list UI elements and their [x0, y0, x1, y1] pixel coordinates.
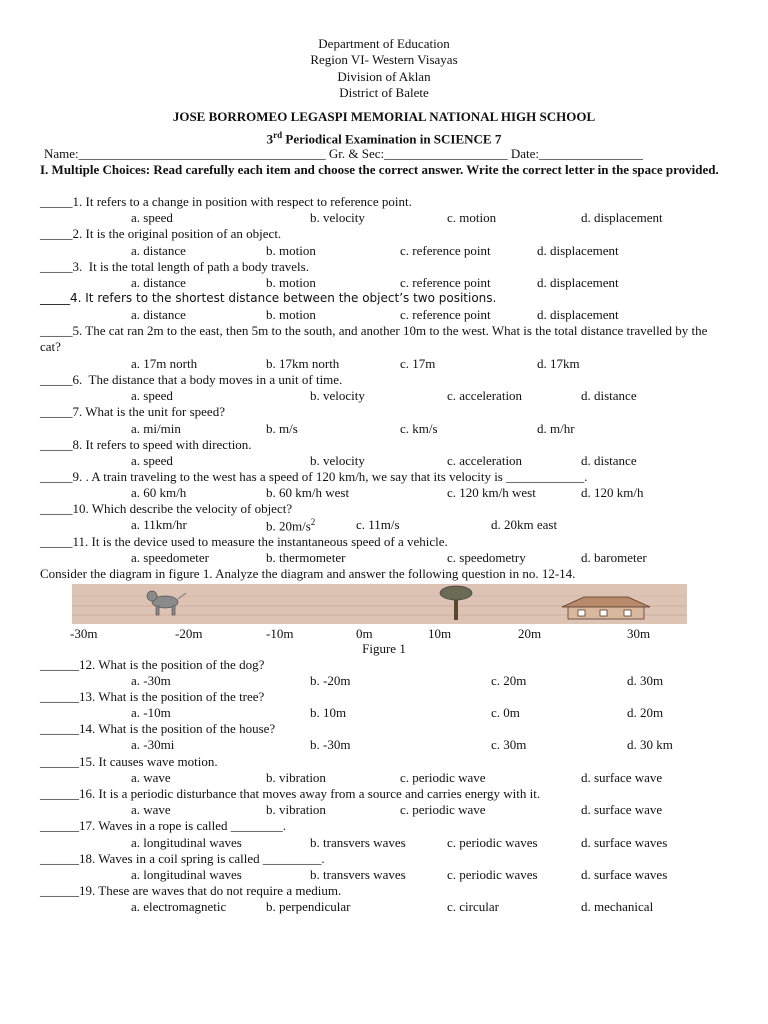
q8-option-d: d. distance [581, 453, 637, 468]
q5-option-a: a. 17m north [131, 356, 198, 371]
figure-instruction: Consider the diagram in figure 1. Analyze the diagram and answer the following question in no. 12-14. [40, 566, 576, 581]
header-district: District of Balete [339, 85, 429, 100]
question-2: _____2. It is the original position of an object. [40, 226, 282, 241]
q3-option-a: a. distance [131, 275, 186, 290]
axis-tick-neg30: -30m [70, 626, 98, 641]
name-grade-date-line: Name:______________________________________ Gr. & Sec:___________________ Date:________________ [44, 146, 644, 161]
question-13: ______13. What is the position of the tree? [40, 689, 265, 704]
q15-option-b: b. vibration [266, 770, 326, 785]
question-6: _____6. The distance that a body moves in a unit of time. [40, 372, 343, 387]
q12-option-d: d. 30m [627, 673, 664, 688]
q11-option-c: c. speedometry [447, 550, 526, 565]
q5-option-d: d. 17km [537, 356, 580, 371]
q13-option-b: b. 10m [310, 705, 347, 720]
q18-option-c: c. periodic waves [447, 867, 538, 882]
axis-tick-0: 0m [356, 626, 373, 641]
q13-option-d: d. 20m [627, 705, 664, 720]
figure-1-diagram [72, 584, 687, 624]
q4-option-b: b. motion [266, 307, 316, 322]
q16-option-a: a. wave [131, 802, 171, 817]
q14-option-c: c. 30m [491, 737, 527, 752]
header-division: Division of Aklan [337, 69, 431, 84]
q2-option-d: d. displacement [537, 243, 619, 258]
question-4: _____4. It refers to the shortest distance between the object’s two positions. [40, 291, 497, 305]
q2-option-c: c. reference point [400, 243, 491, 258]
q7-option-a: a. mi/min [131, 421, 181, 436]
q14-option-d: d. 30 km [627, 737, 673, 752]
q10-option-a: a. 11km/hr [131, 517, 187, 532]
q4-option-c: c. reference point [400, 307, 491, 322]
q19-option-a: a. electromagnetic [131, 899, 227, 914]
q3-option-c: c. reference point [400, 275, 491, 290]
q3-option-d: d. displacement [537, 275, 619, 290]
school-name: JOSE BORROMEO LEGASPI MEMORIAL NATIONAL HIGH SCHOOL [172, 109, 596, 124]
q13-option-a: a. -10m [131, 705, 171, 720]
question-10: _____10. Which describe the velocity of object? [40, 501, 293, 516]
q6-option-b: b. velocity [310, 388, 365, 403]
q19-option-b: b. perpendicular [266, 899, 351, 914]
q11-option-b: b. thermometer [266, 550, 346, 565]
q6-option-c: c. acceleration [447, 388, 523, 403]
question-3: _____3. It is the total length of path a body travels. [40, 259, 309, 274]
q5-option-c: c. 17m [400, 356, 436, 371]
q10-option-d: d. 20km east [491, 517, 558, 532]
q14-option-a: a. -30mi [131, 737, 175, 752]
q15-option-c: c. periodic wave [400, 770, 486, 785]
q11-option-a: a. speedometer [131, 550, 209, 565]
header-department: Department of Education [318, 36, 450, 51]
q9-option-b: b. 60 km/h west [266, 485, 350, 500]
q6-option-a: a. speed [131, 388, 173, 403]
q17-option-a: a. longitudinal waves [131, 835, 242, 850]
question-1: _____1. It refers to a change in position with respect to reference point. [40, 194, 412, 209]
question-17: ______17. Waves in a rope is called ________. [40, 818, 287, 833]
q7-option-d: d. m/hr [537, 421, 575, 436]
q4-option-d: d. displacement [537, 307, 619, 322]
q12-option-a: a. -30m [131, 673, 171, 688]
axis-tick-10: 10m [428, 626, 452, 641]
q1-option-d: d. displacement [581, 210, 663, 225]
q3-option-b: b. motion [266, 275, 316, 290]
q17-option-b: b. transvers waves [310, 835, 406, 850]
q12-option-c: c. 20m [491, 673, 527, 688]
q10-option-c: c. 11m/s [356, 517, 400, 532]
question-11: _____11. It is the device used to measure the instantaneous speed of a vehicle. [40, 534, 448, 549]
q19-option-d: d. mechanical [581, 899, 654, 914]
question-14: ______14. What is the position of the house? [40, 721, 276, 736]
q2-option-b: b. motion [266, 243, 316, 258]
q2-option-a: a. distance [131, 243, 186, 258]
q5-option-b: b. 17km north [266, 356, 340, 371]
q1-option-c: c. motion [447, 210, 497, 225]
q10-option-b: b. $20m/s^2$ [266, 517, 316, 534]
q9-option-a: a. 60 km/h [131, 485, 187, 500]
instructions: I. Multiple Choices: Read carefully each item and choose the correct answer. Write the correct letter in the space provided. [40, 162, 719, 177]
axis-tick-30: 30m [627, 626, 651, 641]
question-15: ______15. It causes wave motion. [40, 754, 218, 769]
q6-option-d: d. distance [581, 388, 637, 403]
q12-option-b: b. -20m [310, 673, 351, 688]
q18-option-b: b. transvers waves [310, 867, 406, 882]
q18-option-a: a. longitudinal waves [131, 867, 242, 882]
question-8: _____8. It refers to speed with direction. [40, 437, 252, 452]
q15-option-a: a. wave [131, 770, 171, 785]
header-region: Region VI- Western Visayas [310, 52, 458, 67]
q8-option-b: b. velocity [310, 453, 365, 468]
q11-option-d: d. barometer [581, 550, 647, 565]
q7-option-c: c. km/s [400, 421, 438, 436]
question-7: _____7. What is the unit for speed? [40, 404, 225, 419]
question-19: ______19. These are waves that do not require a medium. [40, 883, 342, 898]
question-16: ______16. It is a periodic disturbance that moves away from a source and carries energy with it. [40, 786, 541, 801]
q17-option-d: d. surface waves [581, 835, 668, 850]
q1-option-b: b. velocity [310, 210, 365, 225]
axis-tick-20: 20m [518, 626, 542, 641]
q17-option-c: c. periodic waves [447, 835, 538, 850]
question-12: ______12. What is the position of the dog? [40, 657, 265, 672]
q9-option-d: d. 120 km/h [581, 485, 644, 500]
q13-option-c: c. 0m [491, 705, 520, 720]
exam-title: 3rd Periodical Examination in SCIENCE 7 [266, 130, 502, 147]
q14-option-b: b. -30m [310, 737, 351, 752]
q7-option-b: b. m/s [266, 421, 298, 436]
question-18: ______18. Waves in a coil spring is called _________. [40, 851, 325, 866]
q15-option-d: d. surface wave [581, 770, 663, 785]
question-9: _____9. . A train traveling to the west has a speed of 120 km/h, we say that its velocity is ____________. [40, 469, 588, 484]
q8-option-c: c. acceleration [447, 453, 523, 468]
q1-option-a: a. speed [131, 210, 173, 225]
q4-option-a: a. distance [131, 307, 186, 322]
figure-caption: Figure 1 [362, 641, 406, 656]
q16-option-c: c. periodic wave [400, 802, 486, 817]
axis-tick-neg20: -20m [175, 626, 203, 641]
q16-option-d: d. surface wave [581, 802, 663, 817]
q19-option-c: c. circular [447, 899, 499, 914]
question-5: _____5. The cat ran 2m to the east, then 5m to the south, and another 10m to the west. What is the total distance travelled by the cat? [40, 323, 708, 354]
q16-option-b: b. vibration [266, 802, 326, 817]
q9-option-c: c. 120 km/h west [447, 485, 536, 500]
axis-tick-neg10: -10m [266, 626, 294, 641]
q8-option-a: a. speed [131, 453, 173, 468]
q18-option-d: d. surface waves [581, 867, 668, 882]
